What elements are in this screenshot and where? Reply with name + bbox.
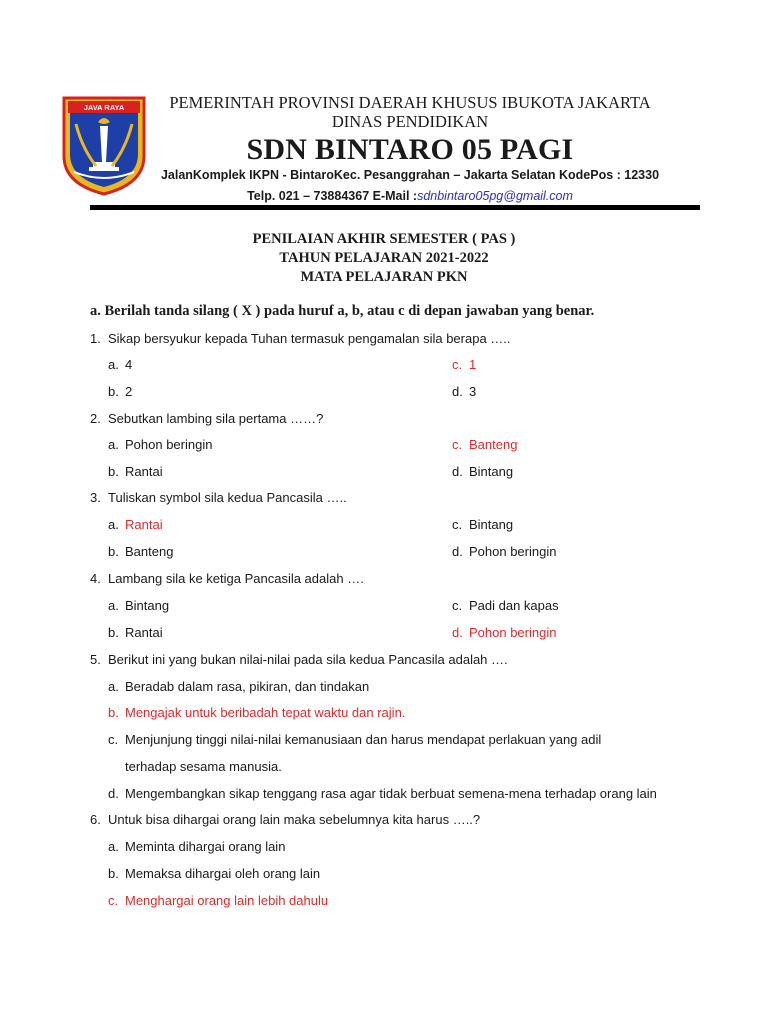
question-text: Sebutkan lambing sila pertama ……? (108, 411, 324, 426)
option-3b[interactable]: b. Banteng (108, 544, 174, 559)
option-1d[interactable]: d. 3 (452, 384, 477, 399)
question-3 (90, 490, 347, 505)
question-5 (90, 652, 508, 667)
option-3a-answer[interactable]: a. Rantai (108, 517, 163, 532)
option-6b[interactable]: b. Memaksa dihargai oleh orang lain (108, 866, 321, 881)
option-5a[interactable]: a. Beradab dalam rasa, pikiran, dan tindakan (108, 679, 370, 694)
question-number: 2. (90, 411, 101, 426)
option-1b[interactable]: b. 2 (108, 384, 133, 399)
option-1c-answer[interactable]: c. 1 (452, 357, 477, 372)
option-5c[interactable]: c. Menjunjung tinggi nilai-nilai kemanusiaan dan harus mendapat perlakuan yang adil (108, 732, 602, 747)
question-text: Berikut ini yang bukan nilai-nilai pada sila kedua Pancasila adalah …. (108, 652, 508, 667)
jakarta-logo (62, 96, 146, 196)
question-4 (90, 571, 364, 586)
section-instruction: a. Berilah tanda silang ( X ) pada huruf a, b, atau c di depan jawaban yang benar. (90, 303, 595, 319)
school-contact (140, 189, 680, 203)
province-heading: PEMERINTAH PROVINSI DAERAH KHUSUS IBUKOTA JAKARTA (169, 93, 651, 112)
question-number: 6. (90, 812, 101, 827)
letterhead-divider (90, 205, 700, 210)
option-2c-answer[interactable]: c. Banteng (452, 437, 518, 452)
option-3c[interactable]: c. Bintang (452, 517, 514, 532)
option-4c[interactable]: c. Padi dan kapas (452, 598, 559, 613)
question-text: Untuk bisa dihargai orang lain maka sebelumnya kita harus …..? (108, 812, 481, 827)
exam-subject: MATA PELAJARAN PKN (300, 269, 468, 285)
question-6 (90, 812, 480, 827)
option-5b-answer[interactable]: b. Mengajak untuk beribadah tepat waktu dan rajin. (108, 705, 406, 720)
option-1a[interactable]: a. 4 (108, 357, 133, 372)
option-6a[interactable]: a. Meminta dihargai orang lain (108, 839, 286, 854)
option-4a[interactable]: a. Bintang (108, 598, 170, 613)
question-number: 3. (90, 490, 101, 505)
school-address: JalanKomplek IKPN - BintaroKec. Pesanggrahan – Jakarta Selatan KodePos : 12330 (160, 168, 660, 182)
logo-motto: JAVA RAYA (83, 103, 125, 112)
exam-year: TAHUN PELAJARAN 2021-2022 (279, 250, 489, 266)
option-5c-continuation: terhadap sesama manusia. (125, 759, 282, 774)
question-number: 5. (90, 652, 101, 667)
question-number: 4. (90, 571, 101, 586)
question-text: Lambang sila ke ketiga Pancasila adalah …. (108, 571, 364, 586)
department-heading: DINAS PENDIDIKAN (331, 112, 489, 131)
question-1 (90, 331, 511, 346)
email-link[interactable]: sdnbintaro05pg@gmail.com (417, 189, 573, 203)
question-text: Tuliskan symbol sila kedua Pancasila ….. (108, 490, 347, 505)
question-number: 1. (90, 331, 101, 346)
school-name: SDN BINTARO 05 PAGI (246, 133, 574, 166)
option-6c-answer[interactable]: c. Menghargai orang lain lebih dahulu (108, 893, 329, 908)
option-4d-answer[interactable]: d. Pohon beringin (452, 625, 557, 640)
phone-text: Telp. 021 – 73884367 E-Mail : (247, 189, 418, 203)
exam-title: PENILAIAN AKHIR SEMESTER ( PAS ) (252, 231, 516, 247)
option-2a[interactable]: a. Pohon beringin (108, 437, 213, 452)
question-2 (90, 411, 323, 426)
option-5d[interactable]: d. Mengembangkan sikap tenggang rasa agar tidak berbuat semena-mena terhadap orang lain (108, 786, 657, 801)
option-2d[interactable]: d. Bintang (452, 464, 514, 479)
question-text: Sikap bersyukur kepada Tuhan termasuk pengamalan sila berapa ….. (108, 331, 511, 346)
option-3d[interactable]: d. Pohon beringin (452, 544, 557, 559)
option-2b[interactable]: b. Rantai (108, 464, 163, 479)
option-4b[interactable]: b. Rantai (108, 625, 163, 640)
